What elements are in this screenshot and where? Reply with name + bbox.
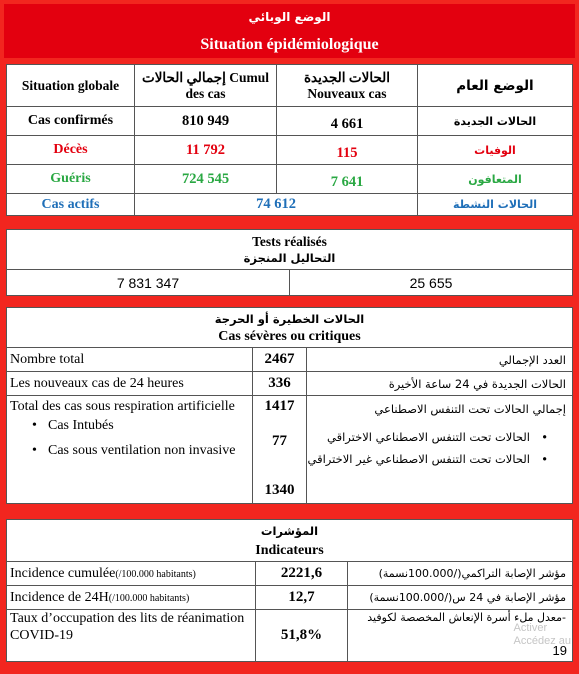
row-label-gueris-ar: المتعافون <box>418 165 573 194</box>
intubes-label-ar: الحالات تحت التنفس الاصطناعي الاختراقي • <box>307 426 566 448</box>
incidence-24h-unit: (/100.000 habitants) <box>108 592 190 604</box>
intubes-label: • Cas Intubés <box>10 417 252 434</box>
gueris-new: 7 641 <box>277 165 418 194</box>
incidence-cumulee-value: 2221,6 <box>256 562 348 586</box>
incidence-24h-value: 12,7 <box>256 586 348 610</box>
resp-label-ar: إجمالي الحالات تحت التنفس الاصطناعي <box>374 402 566 416</box>
row-label-actifs-ar: الحالات النشطة <box>418 194 573 216</box>
severe-new-value: 336 <box>253 372 307 396</box>
incidence-cumulee-unit: (/100.000 habitants) <box>115 568 196 580</box>
header-cumul: إجمالي الحالات Cumul des cas <box>135 65 277 107</box>
row-label-deces: Décès <box>7 136 135 165</box>
tests-daily: 25 655 <box>290 270 573 296</box>
indicators-title <box>7 520 573 562</box>
resp-values <box>253 396 307 504</box>
indicators-title-fr: Indicateurs <box>255 542 324 558</box>
incidence-cumulee-label <box>7 562 256 586</box>
severe-title-ar: الحالات الخطيرة أو الحرجة <box>214 311 365 326</box>
severe-total-label-ar: العدد الإجمالي <box>307 348 573 372</box>
tests-total: 7 831 347 <box>7 270 290 296</box>
confirmes-new: 4 661 <box>277 107 418 136</box>
incidence-24h-label <box>7 586 256 610</box>
header-nouveaux: الحالات الجديدة Nouveaux cas <box>277 65 418 107</box>
row-label-confirmes: Cas confirmés <box>7 107 135 136</box>
watermark-line2: Accédez au <box>513 635 571 647</box>
tests-title-fr: Tests réalisés <box>252 233 327 249</box>
severe-table <box>6 307 573 504</box>
severe-title-fr: Cas sévères ou critiques <box>218 328 361 344</box>
summary-table <box>6 64 573 216</box>
header-etat-ar: الوضع العام <box>418 65 573 107</box>
incidence-cumulee-label-ar: مؤشر الإصابة التراكمي(/100.000نسمة) <box>348 562 573 586</box>
vni-label: • Cas sous ventilation non invasive <box>10 442 252 459</box>
covid-number: 19 <box>552 643 567 658</box>
incidence-24h-text: Incidence de 24H <box>10 589 109 605</box>
indicators-table <box>6 519 573 662</box>
tests-title <box>7 230 573 270</box>
occupation-label-ar: معدل ملء أسرة الإنعاش المخصصة لكوفيد- <box>348 610 573 662</box>
banner-title-ar: الوضع الوبائي <box>248 10 331 24</box>
gueris-cumul: 724 545 <box>135 165 277 194</box>
title-banner <box>4 4 575 58</box>
row-label-deces-ar: الوفيات <box>418 136 573 165</box>
severe-new-label: Les nouveaux cas de 24 heures <box>7 372 253 396</box>
severe-title <box>7 308 573 348</box>
occupation-label: Taux d’occupation des lits de réanimation COVID-19 <box>7 610 256 662</box>
vni-label-ar: الحالات تحت التنفس الاصطناعي غير الاختراقي • <box>307 448 566 470</box>
severe-total-value: 2467 <box>253 348 307 372</box>
severe-total-label: Nombre total <box>7 348 253 372</box>
header-situation: Situation globale <box>7 65 135 107</box>
tests-title-ar: التحاليل المنجزة <box>243 250 336 265</box>
row-label-gueris: Guéris <box>7 165 135 194</box>
resp-value: 1417 <box>264 398 295 414</box>
severe-new-label-ar: الحالات الجديدة في 24 ساعة الأخيرة <box>307 372 573 396</box>
deces-new: 115 <box>277 136 418 165</box>
occupation-value: 51,8% <box>256 610 348 662</box>
watermark-line1: Activer <box>513 622 548 634</box>
actifs-total: 74 612 <box>135 194 418 216</box>
resp-label: Total des cas sous respiration artificielle <box>10 399 235 414</box>
intubes-value: 77 <box>272 433 287 449</box>
vni-value: 1340 <box>264 482 295 498</box>
deces-cumul: 11 792 <box>135 136 277 165</box>
incidence-24h-label-ar: مؤشر الإصابة في 24 س(/100.000نسمة) <box>348 586 573 610</box>
resp-cell-ar <box>307 396 573 504</box>
confirmes-cumul: 810 949 <box>135 107 277 136</box>
banner-title-fr: Situation épidémiologique <box>200 36 379 53</box>
row-label-actifs: Cas actifs <box>7 194 135 216</box>
row-label-confirmes-ar: الحالات الجديدة <box>418 107 573 136</box>
resp-cell <box>7 396 253 504</box>
indicators-title-ar: المؤشرات <box>260 523 319 538</box>
incidence-cumulee-text: Incidence cumulée <box>10 565 116 581</box>
tests-table <box>6 229 573 296</box>
